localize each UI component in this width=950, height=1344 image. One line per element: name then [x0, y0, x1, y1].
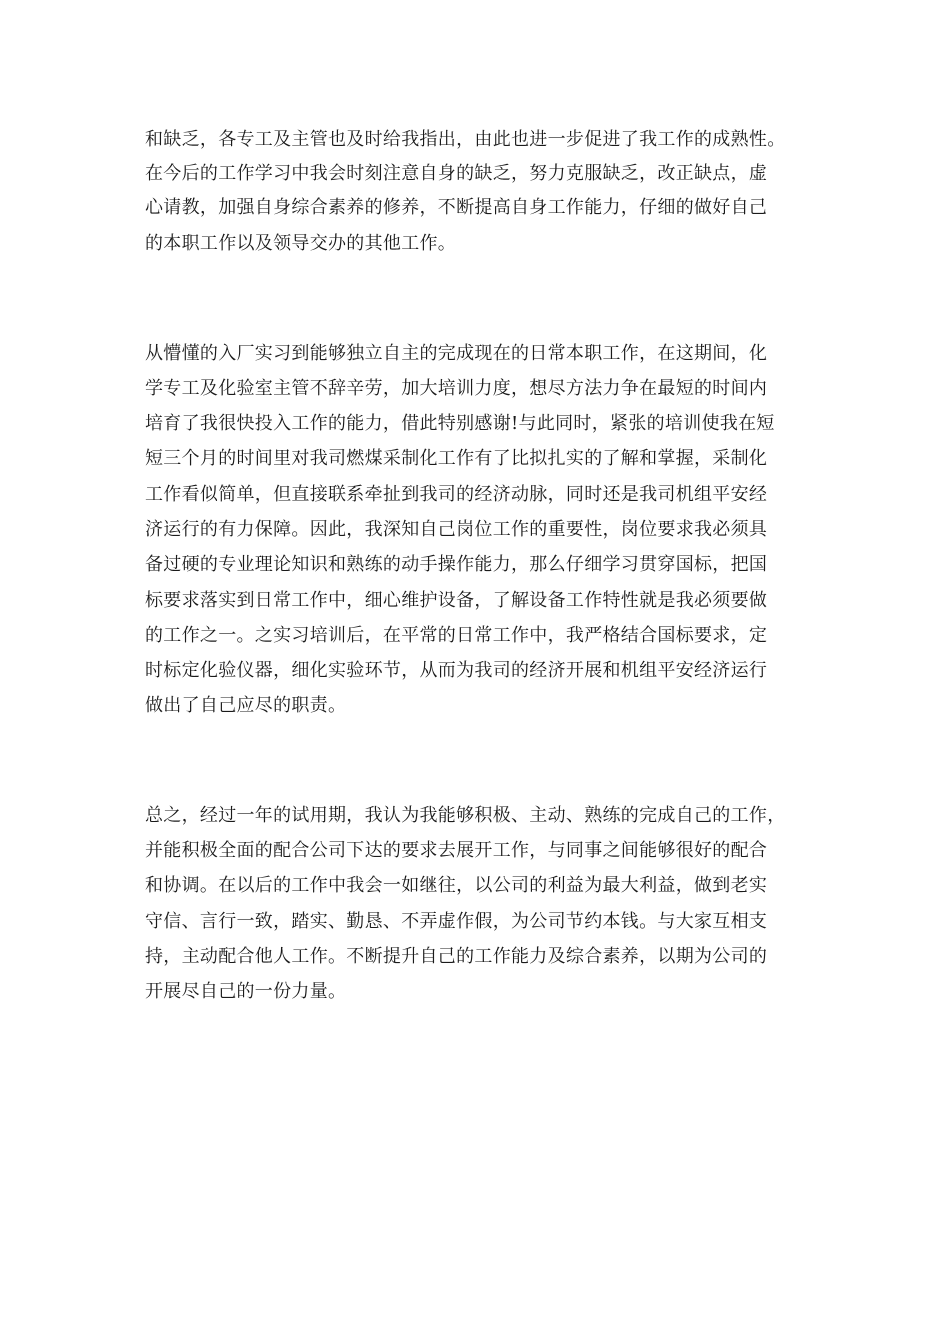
text-line: 培育了我很快投入工作的能力，借此特别感谢!与此同时，紧张的培训使我在短 — [145, 413, 775, 434]
text-line: 工作看似简单，但直接联系牵扯到我司的经济动脉，同时还是我司机组平安经 — [145, 484, 768, 505]
text-line: 时标定化验仪器，细化实验环节，从而为我司的经济开展和机组平安经济运行 — [145, 660, 768, 681]
text-line: 开展尽自己的一份力量。 — [145, 981, 347, 1002]
text-line: 的工作之一。之实习培训后，在平常的日常工作中，我严格结合国标要求，定 — [145, 625, 768, 646]
text-line: 和协调。在以后的工作中我会一如继往，以公司的利益为最大利益，做到老实 — [145, 875, 768, 896]
text-line: 心请教，加强自身综合素养的修养，不断提高自身工作能力，仔细的做好自己 — [145, 197, 768, 218]
text-line: 总之，经过一年的试用期，我认为我能够积极、主动、熟练的完成自己的工作， — [145, 805, 786, 826]
text-line: 在今后的工作学习中我会时刻注意自身的缺乏，努力克服缺乏，改正缺点，虚 — [145, 163, 768, 184]
text-line: 从懵懂的入厂实习到能够独立自主的完成现在的日常本职工作，在这期间，化 — [145, 343, 768, 364]
text-line: 学专工及化验室主管不辞辛劳，加大培训力度，想尽方法力争在最短的时间内 — [145, 378, 768, 399]
text-line: 守信、言行一致，踏实、勤恳、不弄虚作假，为公司节约本钱。与大家互相支 — [145, 911, 768, 932]
text-line: 并能积极全面的配合公司下达的要求去展开工作，与同事之间能够很好的配合 — [145, 840, 768, 861]
text-line: 和缺乏，各专工及主管也及时给我指出，由此也进一步促进了我工作的成熟性。 — [145, 129, 786, 150]
text-line: 短三个月的时间里对我司燃煤采制化工作有了比拟扎实的了解和掌握，采制化 — [145, 448, 768, 469]
text-line: 的本职工作以及领导交办的其他工作。 — [145, 233, 457, 254]
text-line: 标要求落实到日常工作中，细心维护设备，了解设备工作特性就是我必须要做 — [145, 590, 768, 611]
text-line: 济运行的有力保障。因此，我深知自己岗位工作的重要性，岗位要求我必须具 — [145, 519, 768, 540]
text-line: 持，主动配合他人工作。不断提升自己的工作能力及综合素养，以期为公司的 — [145, 946, 768, 967]
text-line: 备过硬的专业理论知识和熟练的动手操作能力，那么仔细学习贯穿国标，把国 — [145, 554, 768, 575]
text-line: 做出了自己应尽的职责。 — [145, 695, 347, 716]
